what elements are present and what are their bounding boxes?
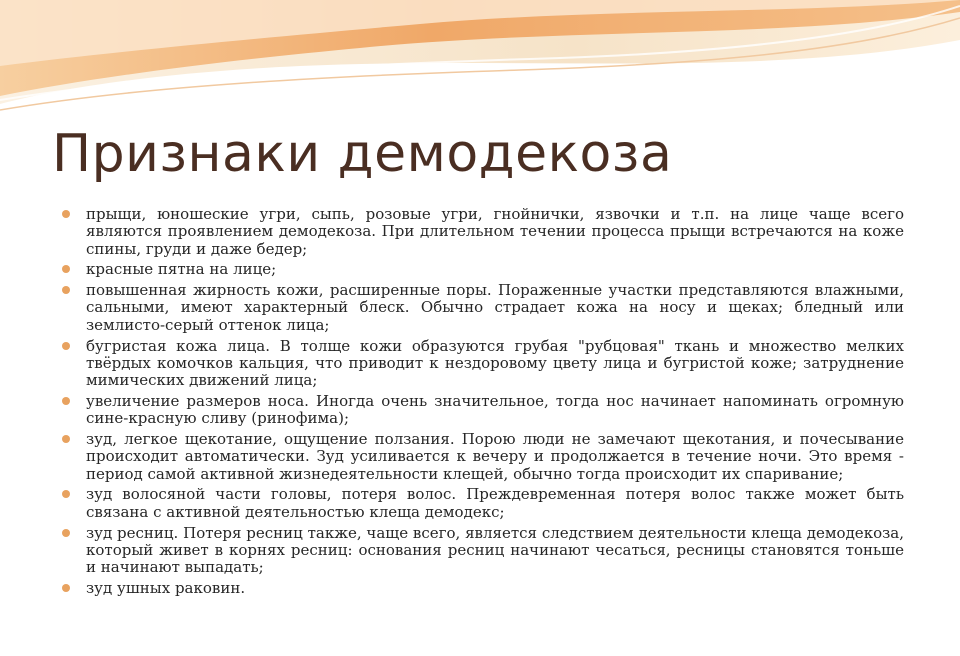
bullet-text: зуд волосяной части головы, потеря волос. Преждевременная потеря волос также может быть связана с активной деятельностью клеща демодекс;	[86, 485, 904, 521]
slide-title: Признаки демодекоза	[52, 124, 673, 184]
bullet-dot-icon	[62, 584, 70, 592]
list-item	[86, 525, 904, 577]
bullet-list	[86, 206, 904, 601]
bullet-dot-icon	[62, 286, 70, 294]
list-item	[86, 580, 904, 597]
bullet-text: бугристая кожа лица. В толще кожи образуются грубая "рубцовая" ткань и множество мелких твёрдых комочков кальция, что приводит к нездоровому цвету лица и бугристой коже; затруднение мимических движений лица;	[86, 336, 904, 390]
bullet-text: повышенная жирность кожи, расширенные поры. Пораженные участки представляются влажными, сальными, имеют характерный блеск. Обычно страдает кожа на носу и щеках; бледный или землисто-серый оттенок лица;	[86, 281, 904, 334]
bullet-text: красные пятна на лице;	[86, 260, 277, 279]
bullet-text: зуд ресниц. Потеря ресниц также, чаще всего, является следствием деятельности клеща демодекоза, который живет в корнях ресниц: основания ресниц начинают чесаться, ресницы становятся тоньше и начинают выпадать;	[86, 523, 904, 577]
bullet-dot-icon	[62, 435, 70, 443]
bullet-dot-icon	[62, 342, 70, 350]
bullet-dot-icon	[62, 210, 70, 218]
list-item	[86, 282, 904, 334]
list-item	[86, 486, 904, 521]
bullet-text: увеличение размеров носа. Иногда очень значительное, тогда нос начинает напоминать огромную сине-красную сливу (ринофима);	[86, 391, 904, 428]
bullet-dot-icon	[62, 490, 70, 498]
bullet-dot-icon	[62, 265, 70, 273]
list-item	[86, 393, 904, 428]
bullet-dot-icon	[62, 397, 70, 405]
list-item	[86, 431, 904, 483]
bullet-text: зуд ушных раковин.	[86, 578, 246, 597]
list-item	[86, 338, 904, 390]
bullet-text: прыщи, юношеские угри, сыпь, розовые угри, гнойнички, язвочки и т.п. на лице чаще всего являются проявлением демодекоза. При длительном течении процесса прыщи встречаются на коже спины, груди и даже бедер;	[86, 205, 904, 258]
list-item	[86, 261, 904, 278]
header-wave-decoration	[0, 0, 960, 120]
bullet-text: зуд, легкое щекотание, ощущение ползания. Порою люди не замечают щекотания, и почесывание происходит автоматически. Зуд усиливается к вечеру и продолжается в течение ночи. Это время - период самой активной жизнедеятельности клещей, обычно тогда происходит их спаривание;	[86, 430, 904, 483]
bullet-dot-icon	[62, 529, 70, 537]
list-item	[86, 206, 904, 258]
